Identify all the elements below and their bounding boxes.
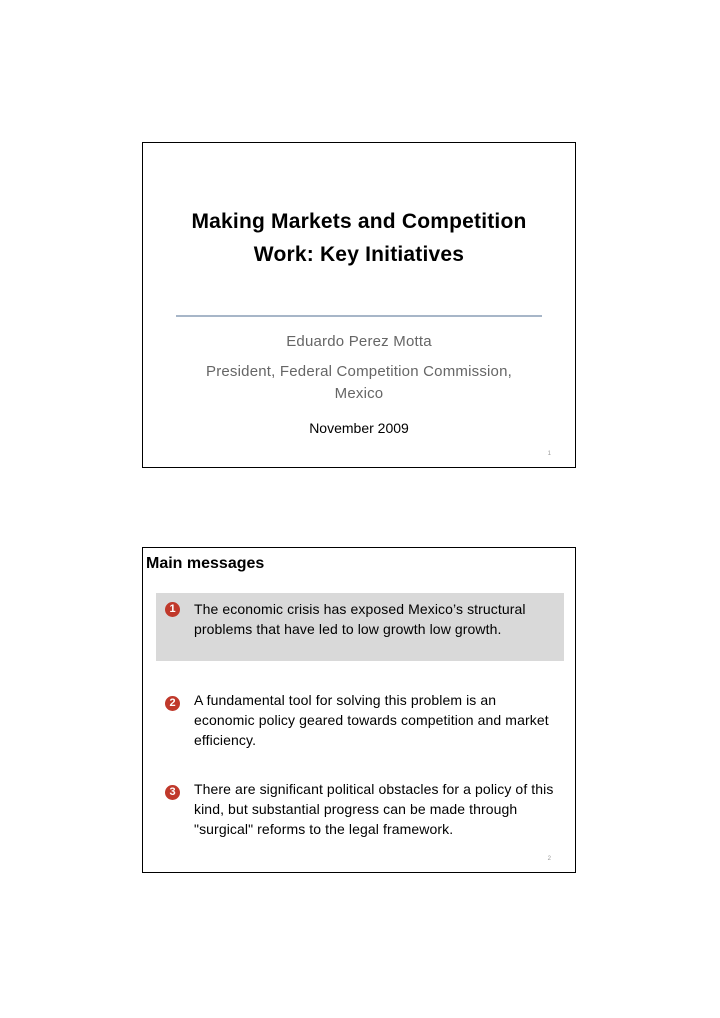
- number-3-icon: 3: [165, 785, 180, 800]
- message-item-3: [156, 773, 564, 853]
- page-number: 1: [547, 451, 551, 457]
- page-number: 2: [547, 856, 551, 862]
- number-2-icon: 2: [165, 696, 180, 711]
- author-name: Eduardo Perez Motta: [286, 333, 432, 350]
- title-divider: [176, 315, 542, 317]
- message-item-2: [156, 684, 564, 754]
- slide-title: Making Markets and Competition Work: Key Initiatives: [191, 210, 527, 266]
- number-1-icon: 1: [165, 602, 180, 617]
- message-text: There are significant political obstacles for a policy of this kind, but substantial progress can be made through "surgical" reforms to the legal framework.: [194, 781, 554, 837]
- author-affiliation: President, Federal Competition Commission, Mexico: [205, 363, 513, 402]
- presentation-date: November 2009: [309, 420, 409, 436]
- slide-1: [142, 142, 576, 468]
- message-item-1: [156, 593, 564, 661]
- slide-2: [142, 547, 576, 873]
- message-text: A fundamental tool for solving this problem is an economic policy geared towards competition and market efficiency.: [194, 692, 549, 748]
- message-text: The economic crisis has exposed Mexico’s structural problems that have led to low growth low growth.: [194, 601, 526, 637]
- slide-title: Main messages: [146, 555, 265, 572]
